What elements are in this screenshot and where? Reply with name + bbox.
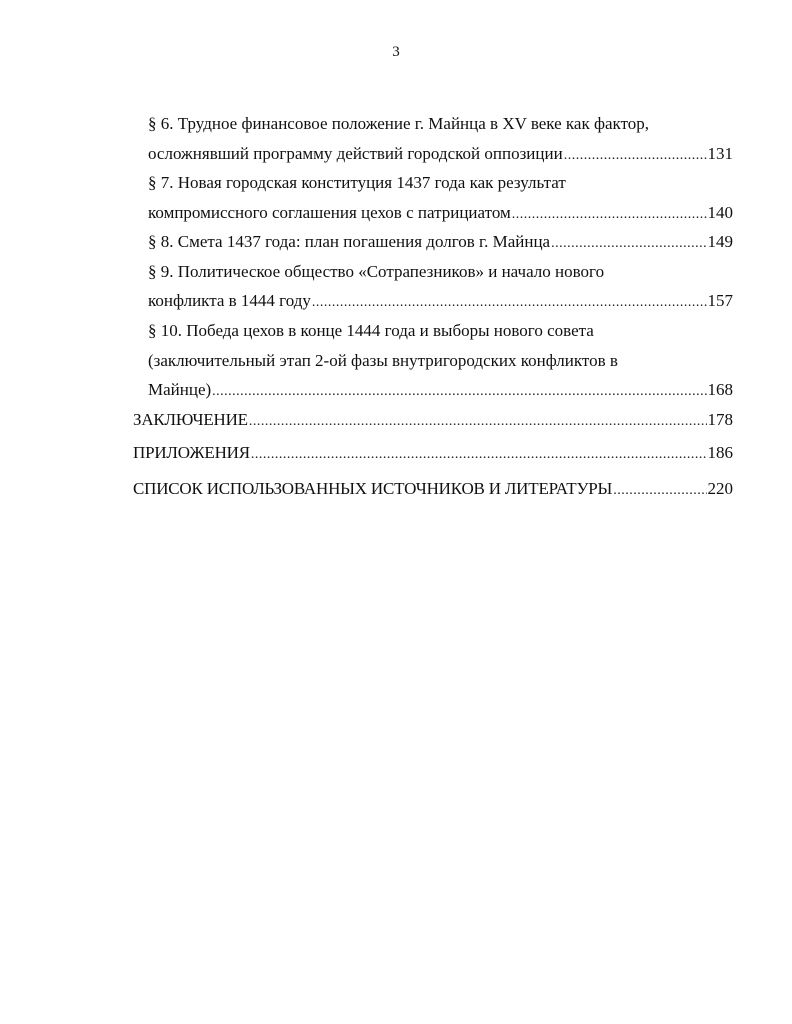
dot-leader bbox=[249, 412, 707, 432]
toc-entry-6-page: 131 bbox=[707, 144, 733, 163]
toc-entry-sources: СПИСОК ИСПОЛЬЗОВАННЫХ ИСТОЧНИКОВ И ЛИТЕРАТУРЫ ..... 220 bbox=[133, 479, 733, 501]
dot-leader bbox=[251, 445, 707, 465]
dot-leader bbox=[512, 205, 707, 225]
toc-entry-conclusion: ЗАКЛЮЧЕНИЕ ..... 178 bbox=[133, 410, 733, 432]
toc-entry-appendices-page: 186 bbox=[707, 443, 733, 462]
toc-entry-6-line-1: § 6. Трудное финансовое положение г. Майнца в XV веке как фактор, bbox=[148, 114, 650, 133]
dot-leader bbox=[212, 382, 706, 402]
toc-entry-10-line-2: (заключительный этап 2-ой фазы внутригородских конфликтов в bbox=[148, 351, 618, 370]
toc-entry-10-line-1: § 10. Победа цехов в конце 1444 года и выборы нового совета bbox=[148, 321, 594, 340]
toc-entry-9-line-2: конфликта в 1444 году ..... 157 bbox=[148, 291, 733, 313]
dot-leader bbox=[312, 293, 707, 313]
toc-entry-7-line-1: § 7. Новая городская конституция 1437 года как результат bbox=[148, 173, 566, 192]
dot-leader bbox=[551, 234, 706, 254]
dot-leader bbox=[613, 481, 706, 501]
toc-entry-appendices: ПРИЛОЖЕНИЯ ..... 186 bbox=[133, 443, 733, 465]
toc-entry-sources-page: 220 bbox=[707, 479, 733, 498]
toc-entry-8-page: 149 bbox=[707, 232, 733, 251]
toc-entry-9-page: 157 bbox=[707, 291, 733, 310]
toc-entry-8: § 8. Смета 1437 года: план погашения долгов г. Майнца ..... 149 bbox=[148, 232, 733, 254]
toc-entry-conclusion-page: 178 bbox=[707, 410, 733, 429]
toc-entry-7-line-2: компромиссного соглашения цехов с патрициатом ..... 140 bbox=[148, 203, 733, 225]
page-number: 3 bbox=[392, 44, 400, 60]
toc-entry-7-page: 140 bbox=[707, 203, 733, 222]
toc-entry-9-line-1: § 9. Политическое общество «Сотрапезников» и начало нового bbox=[148, 262, 605, 281]
dot-leader bbox=[564, 146, 707, 166]
toc-entry-10-line-3: Майнце) ..... 168 bbox=[148, 380, 733, 402]
toc-entry-10-page: 168 bbox=[707, 380, 733, 399]
toc-entry-6-line-2: осложнявший программу действий городской оппозиции ..... 131 bbox=[148, 144, 733, 166]
